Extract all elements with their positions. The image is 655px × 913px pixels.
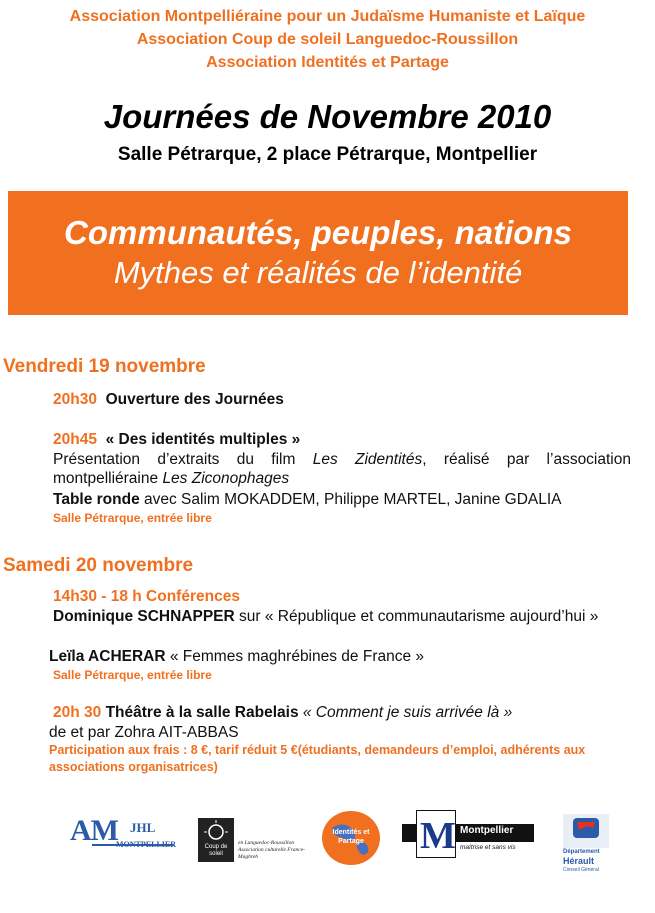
friday-note: Salle Pétrarque, entrée libre (53, 511, 212, 525)
friday-event-1 (53, 390, 633, 409)
amjhl-letters-small: JHL (130, 820, 156, 835)
event-title: Ouverture des Journées (105, 391, 284, 408)
coup-de-soleil-logo (198, 818, 308, 866)
montpellier-text: Montpellier (460, 825, 514, 836)
event-time: 20h30 (53, 391, 97, 408)
identites-partage-logo (320, 810, 382, 866)
theatre-author: de et par Zohra AIT-ABBAS (49, 724, 239, 741)
herault-label-2: Hérault (563, 856, 595, 866)
conference-heading: 14h30 - 18 h Conférences (53, 588, 240, 605)
montpellier-tagline: maîtrise et sans vis (460, 844, 516, 851)
talk-title: sur « République et communautarisme aujourd’hui » (234, 608, 599, 625)
association-1: Association Montpelliéraine pour un Judaïsme Humaniste et Laïque (69, 8, 586, 25)
speaker-name: Leïla ACHERAR (49, 648, 166, 665)
desc-text: , réalisé par l’association montpelliéraine (53, 451, 631, 487)
round-table-speakers: avec Salim MOKADDEM, Philippe MARTEL, Janine GDALIA (139, 491, 562, 508)
amjhl-city: MONTPELLIER (116, 840, 177, 849)
desc-text: Présentation d’extraits du film (53, 451, 313, 468)
association-name: Les Ziconophages (162, 470, 290, 487)
sun-icon (198, 818, 234, 862)
friday-event-2-description (53, 450, 631, 488)
herault-emblem-icon (563, 814, 609, 848)
herault-emblem (563, 814, 609, 848)
identites-text: Identités et Partage (332, 829, 370, 845)
coup-de-soleil-subtitle: en Languedoc-Roussillon Association culturelle France-Maghreb (238, 840, 306, 860)
montpellier-logo (402, 810, 534, 858)
film-title: Les Zidentités (312, 451, 423, 468)
banner-line-2: Mythes et réalités de l’identité (113, 255, 523, 290)
speaker-name: Dominique SCHNAPPER (53, 608, 235, 625)
page-title: Journées de Novembre 2010 (103, 98, 552, 135)
theatre-fee: Participation aux frais : 8 €, tarif réduit 5 €(étudiants, demandeurs d’emploi, adhérents aux associations organisatrices) (49, 743, 586, 774)
theatre-label: Théâtre à la salle Rabelais (101, 704, 299, 721)
theme-banner (8, 191, 628, 315)
event-title: « Des identités multiples » (105, 431, 301, 448)
herault-logo (563, 814, 609, 874)
talk-title: « Femmes maghrébines de France » (165, 648, 425, 665)
herault-label-1: Département (563, 849, 600, 855)
saturday-heading: Samedi 20 novembre (3, 555, 194, 576)
amjhl-letters: AM (70, 814, 118, 847)
theatre-event (53, 703, 633, 722)
association-2: Association Coup de soleil Languedoc-Roussillon (136, 31, 519, 48)
herault-label-3: Conseil Général (563, 867, 599, 873)
coup-de-soleil-text: Coup de soleil (204, 844, 228, 857)
amjhl-logo (70, 812, 180, 857)
event-time: 20h45 (53, 431, 97, 448)
montpellier-letter: M (420, 815, 456, 857)
talk-1 (53, 607, 631, 626)
round-table-label: Table ronde (53, 491, 140, 508)
play-title: « Comment je suis arrivée là » (298, 704, 513, 721)
venue-address: Salle Pétrarque, 2 place Pétrarque, Montpellier (117, 144, 538, 165)
talk-2 (49, 647, 631, 666)
round-table (53, 490, 633, 509)
event-time: 20h 30 (53, 704, 102, 721)
conference-note: Salle Pétrarque, entrée libre (53, 668, 212, 682)
friday-event-2 (53, 430, 633, 449)
association-3: Association Identités et Partage (206, 54, 449, 71)
friday-heading: Vendredi 19 novembre (3, 356, 206, 377)
banner-line-1: Communautés, peuples, nations (64, 214, 572, 251)
